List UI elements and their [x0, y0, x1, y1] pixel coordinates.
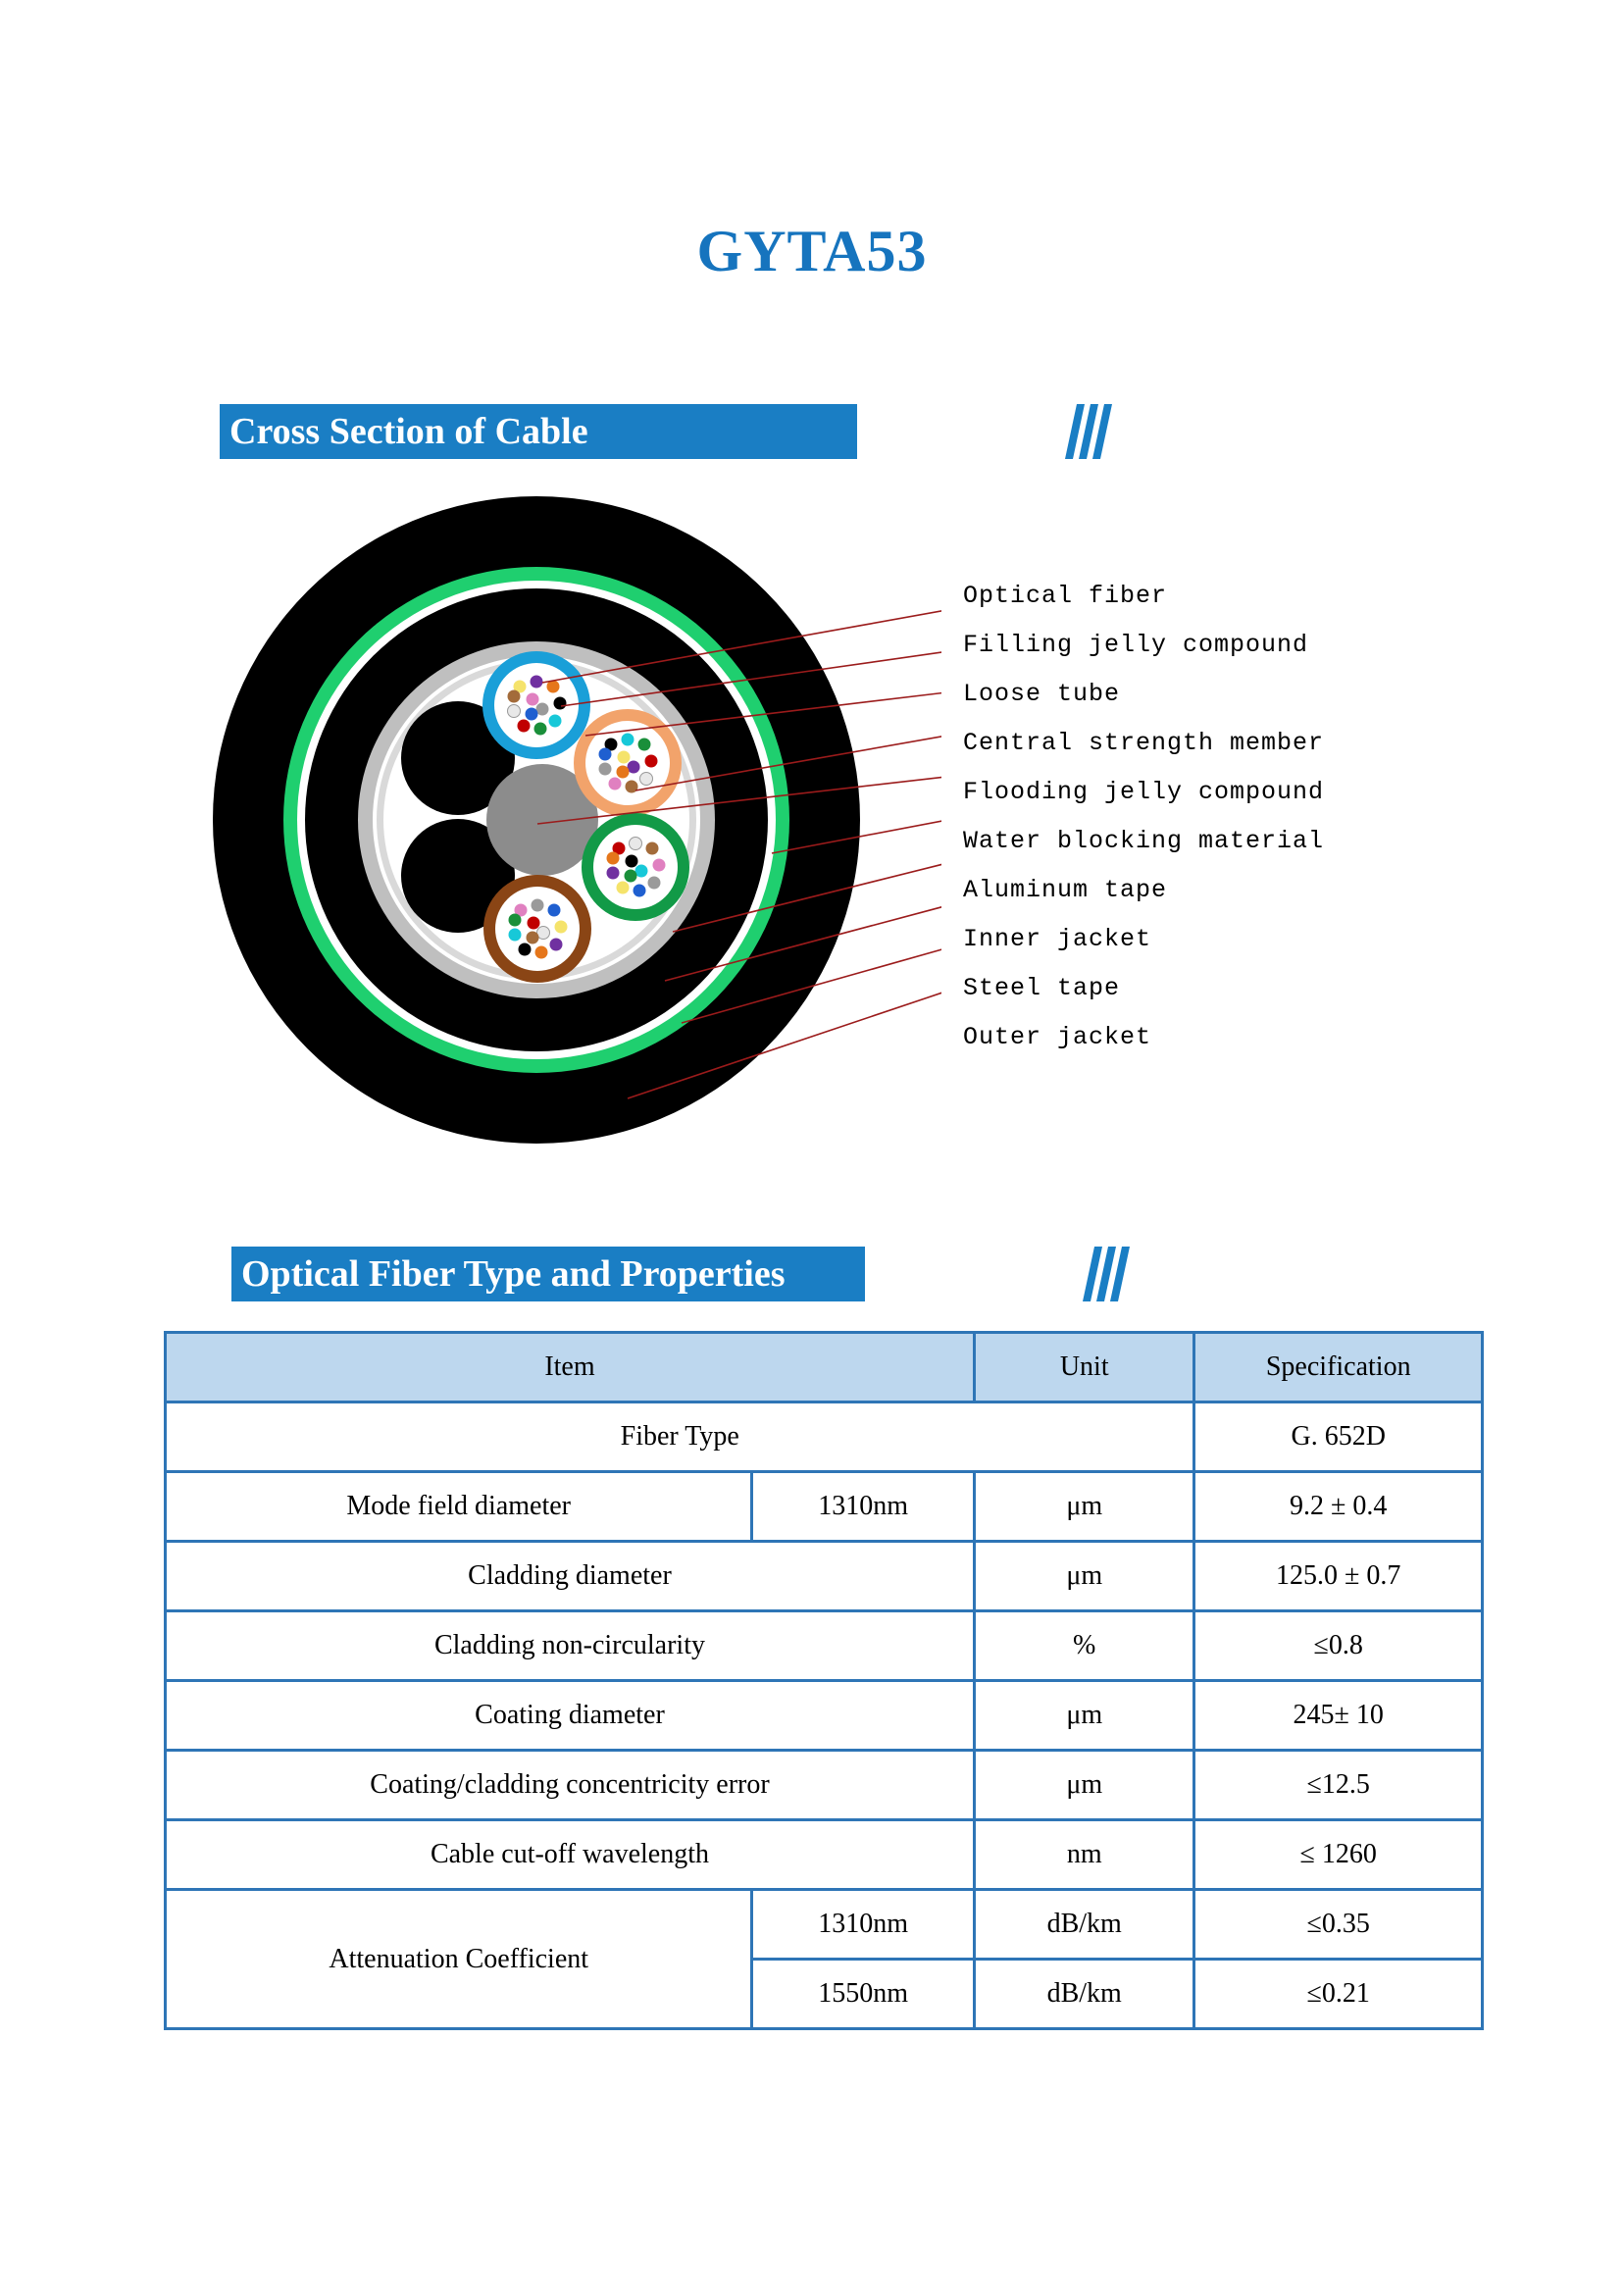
optical-fiber-dot	[554, 697, 567, 710]
header-spec: Specification	[1194, 1333, 1483, 1402]
table-row	[166, 1542, 1483, 1611]
label-outer-jacket: Outer jacket	[963, 1023, 1152, 1051]
table-row	[166, 1472, 1483, 1542]
slash-decoration-icon	[1063, 404, 1112, 459]
label-loose-tube: Loose tube	[963, 680, 1121, 708]
optical-fiber-dot	[626, 855, 638, 868]
optical-fiber-dot	[531, 676, 543, 688]
optical-fiber-dot	[550, 939, 563, 951]
header-unit: Unit	[974, 1333, 1194, 1402]
cell-unit: dB/km	[974, 1890, 1194, 1960]
section-heading: Optical Fiber Type and Properties	[231, 1247, 865, 1301]
slash-decoration-icon	[1081, 1247, 1130, 1301]
optical-fiber-dot	[549, 715, 562, 728]
cell-unit: μm	[974, 1472, 1194, 1542]
optical-fiber-dot	[527, 932, 539, 944]
cell-spec: 9.2 ± 0.4	[1194, 1472, 1483, 1542]
optical-fiber-dot	[622, 734, 634, 746]
optical-fiber-dot	[508, 690, 521, 703]
table-row	[166, 1681, 1483, 1751]
optical-fiber-dot	[528, 917, 540, 930]
cell-unit: %	[974, 1611, 1194, 1681]
header-item: Item	[166, 1333, 975, 1402]
fiber-properties-table	[164, 1331, 1484, 2030]
optical-fiber-dot	[607, 852, 620, 865]
cell-item: Cladding non-circularity	[166, 1611, 975, 1681]
table-row	[166, 1820, 1483, 1890]
table-row	[166, 1751, 1483, 1820]
optical-fiber-dot	[617, 882, 630, 894]
optical-fiber-dot	[625, 870, 637, 883]
cell-spec: G. 652D	[1194, 1402, 1483, 1472]
cell-item: Coating/cladding concentricity error	[166, 1751, 975, 1820]
optical-fiber-dot	[617, 766, 630, 779]
optical-fiber-dot	[599, 763, 612, 776]
cell-unit: dB/km	[974, 1960, 1194, 2029]
cell-item: Fiber Type	[166, 1402, 1194, 1472]
optical-fiber-dot	[519, 943, 532, 956]
optical-fiber-dot	[648, 877, 661, 890]
optical-fiber-dot	[508, 705, 521, 718]
optical-fiber-dot	[645, 755, 658, 768]
cell-unit: μm	[974, 1751, 1194, 1820]
cell-unit: nm	[974, 1820, 1194, 1890]
cable-cross-section-diagram	[196, 481, 941, 1187]
cell-wavelength: 1550nm	[752, 1960, 975, 2029]
optical-fiber-dot	[640, 773, 653, 786]
cell-item: Attenuation Coefficient	[166, 1890, 752, 2029]
cell-item: Mode field diameter	[166, 1472, 752, 1542]
optical-fiber-dot	[638, 739, 651, 751]
label-aluminum-tape: Aluminum tape	[963, 876, 1168, 904]
optical-fiber-dot	[532, 899, 544, 912]
cell-spec: 125.0 ± 0.7	[1194, 1542, 1483, 1611]
cell-spec: ≤0.8	[1194, 1611, 1483, 1681]
cell-spec: ≤0.35	[1194, 1890, 1483, 1960]
cell-spec: ≤12.5	[1194, 1751, 1483, 1820]
cell-unit: μm	[974, 1542, 1194, 1611]
label-water-blocking: Water blocking material	[963, 827, 1325, 855]
table-row	[166, 1611, 1483, 1681]
label-optical-fiber: Optical fiber	[963, 582, 1168, 610]
table-row	[166, 1890, 1483, 1960]
cell-spec: ≤ 1260	[1194, 1820, 1483, 1890]
label-central-member: Central strength member	[963, 729, 1325, 757]
cell-item: Cable cut-off wavelength	[166, 1820, 975, 1890]
optical-fiber-dot	[607, 867, 620, 880]
optical-fiber-dot	[518, 720, 531, 733]
optical-fiber-dot	[653, 859, 666, 872]
table-header-row	[166, 1333, 1483, 1402]
optical-fiber-dot	[555, 921, 568, 934]
table-row	[166, 1402, 1483, 1472]
optical-fiber-dot	[527, 693, 539, 706]
optical-fiber-dot	[548, 904, 561, 917]
optical-fiber-dot	[535, 946, 548, 959]
optical-fiber-dot	[599, 748, 612, 761]
cell-wavelength: 1310nm	[752, 1472, 975, 1542]
cell-spec: 245± 10	[1194, 1681, 1483, 1751]
optical-fiber-dot	[509, 929, 522, 942]
cable-label-list	[963, 579, 1324, 1069]
cell-item: Coating diameter	[166, 1681, 975, 1751]
page-title: GYTA53	[696, 219, 928, 283]
optical-fiber-dot	[634, 885, 646, 897]
label-steel-tape: Steel tape	[963, 974, 1121, 1002]
optical-fiber-dot	[526, 708, 538, 721]
section-heading: Cross Section of Cable	[220, 404, 857, 459]
optical-fiber-dot	[630, 838, 642, 850]
label-flooding-jelly: Flooding jelly compound	[963, 778, 1325, 806]
optical-fiber-dot	[509, 914, 522, 927]
cell-wavelength: 1310nm	[752, 1890, 975, 1960]
optical-fiber-dot	[646, 842, 659, 855]
cell-spec: ≤0.21	[1194, 1960, 1483, 2029]
optical-fiber-dot	[609, 778, 622, 790]
label-inner-jacket: Inner jacket	[963, 925, 1152, 953]
optical-fiber-dot	[618, 751, 631, 764]
label-filling-jelly: Filling jelly compound	[963, 631, 1309, 659]
cell-item: Cladding diameter	[166, 1542, 975, 1611]
optical-fiber-dot	[534, 723, 547, 736]
cell-unit: μm	[974, 1681, 1194, 1751]
